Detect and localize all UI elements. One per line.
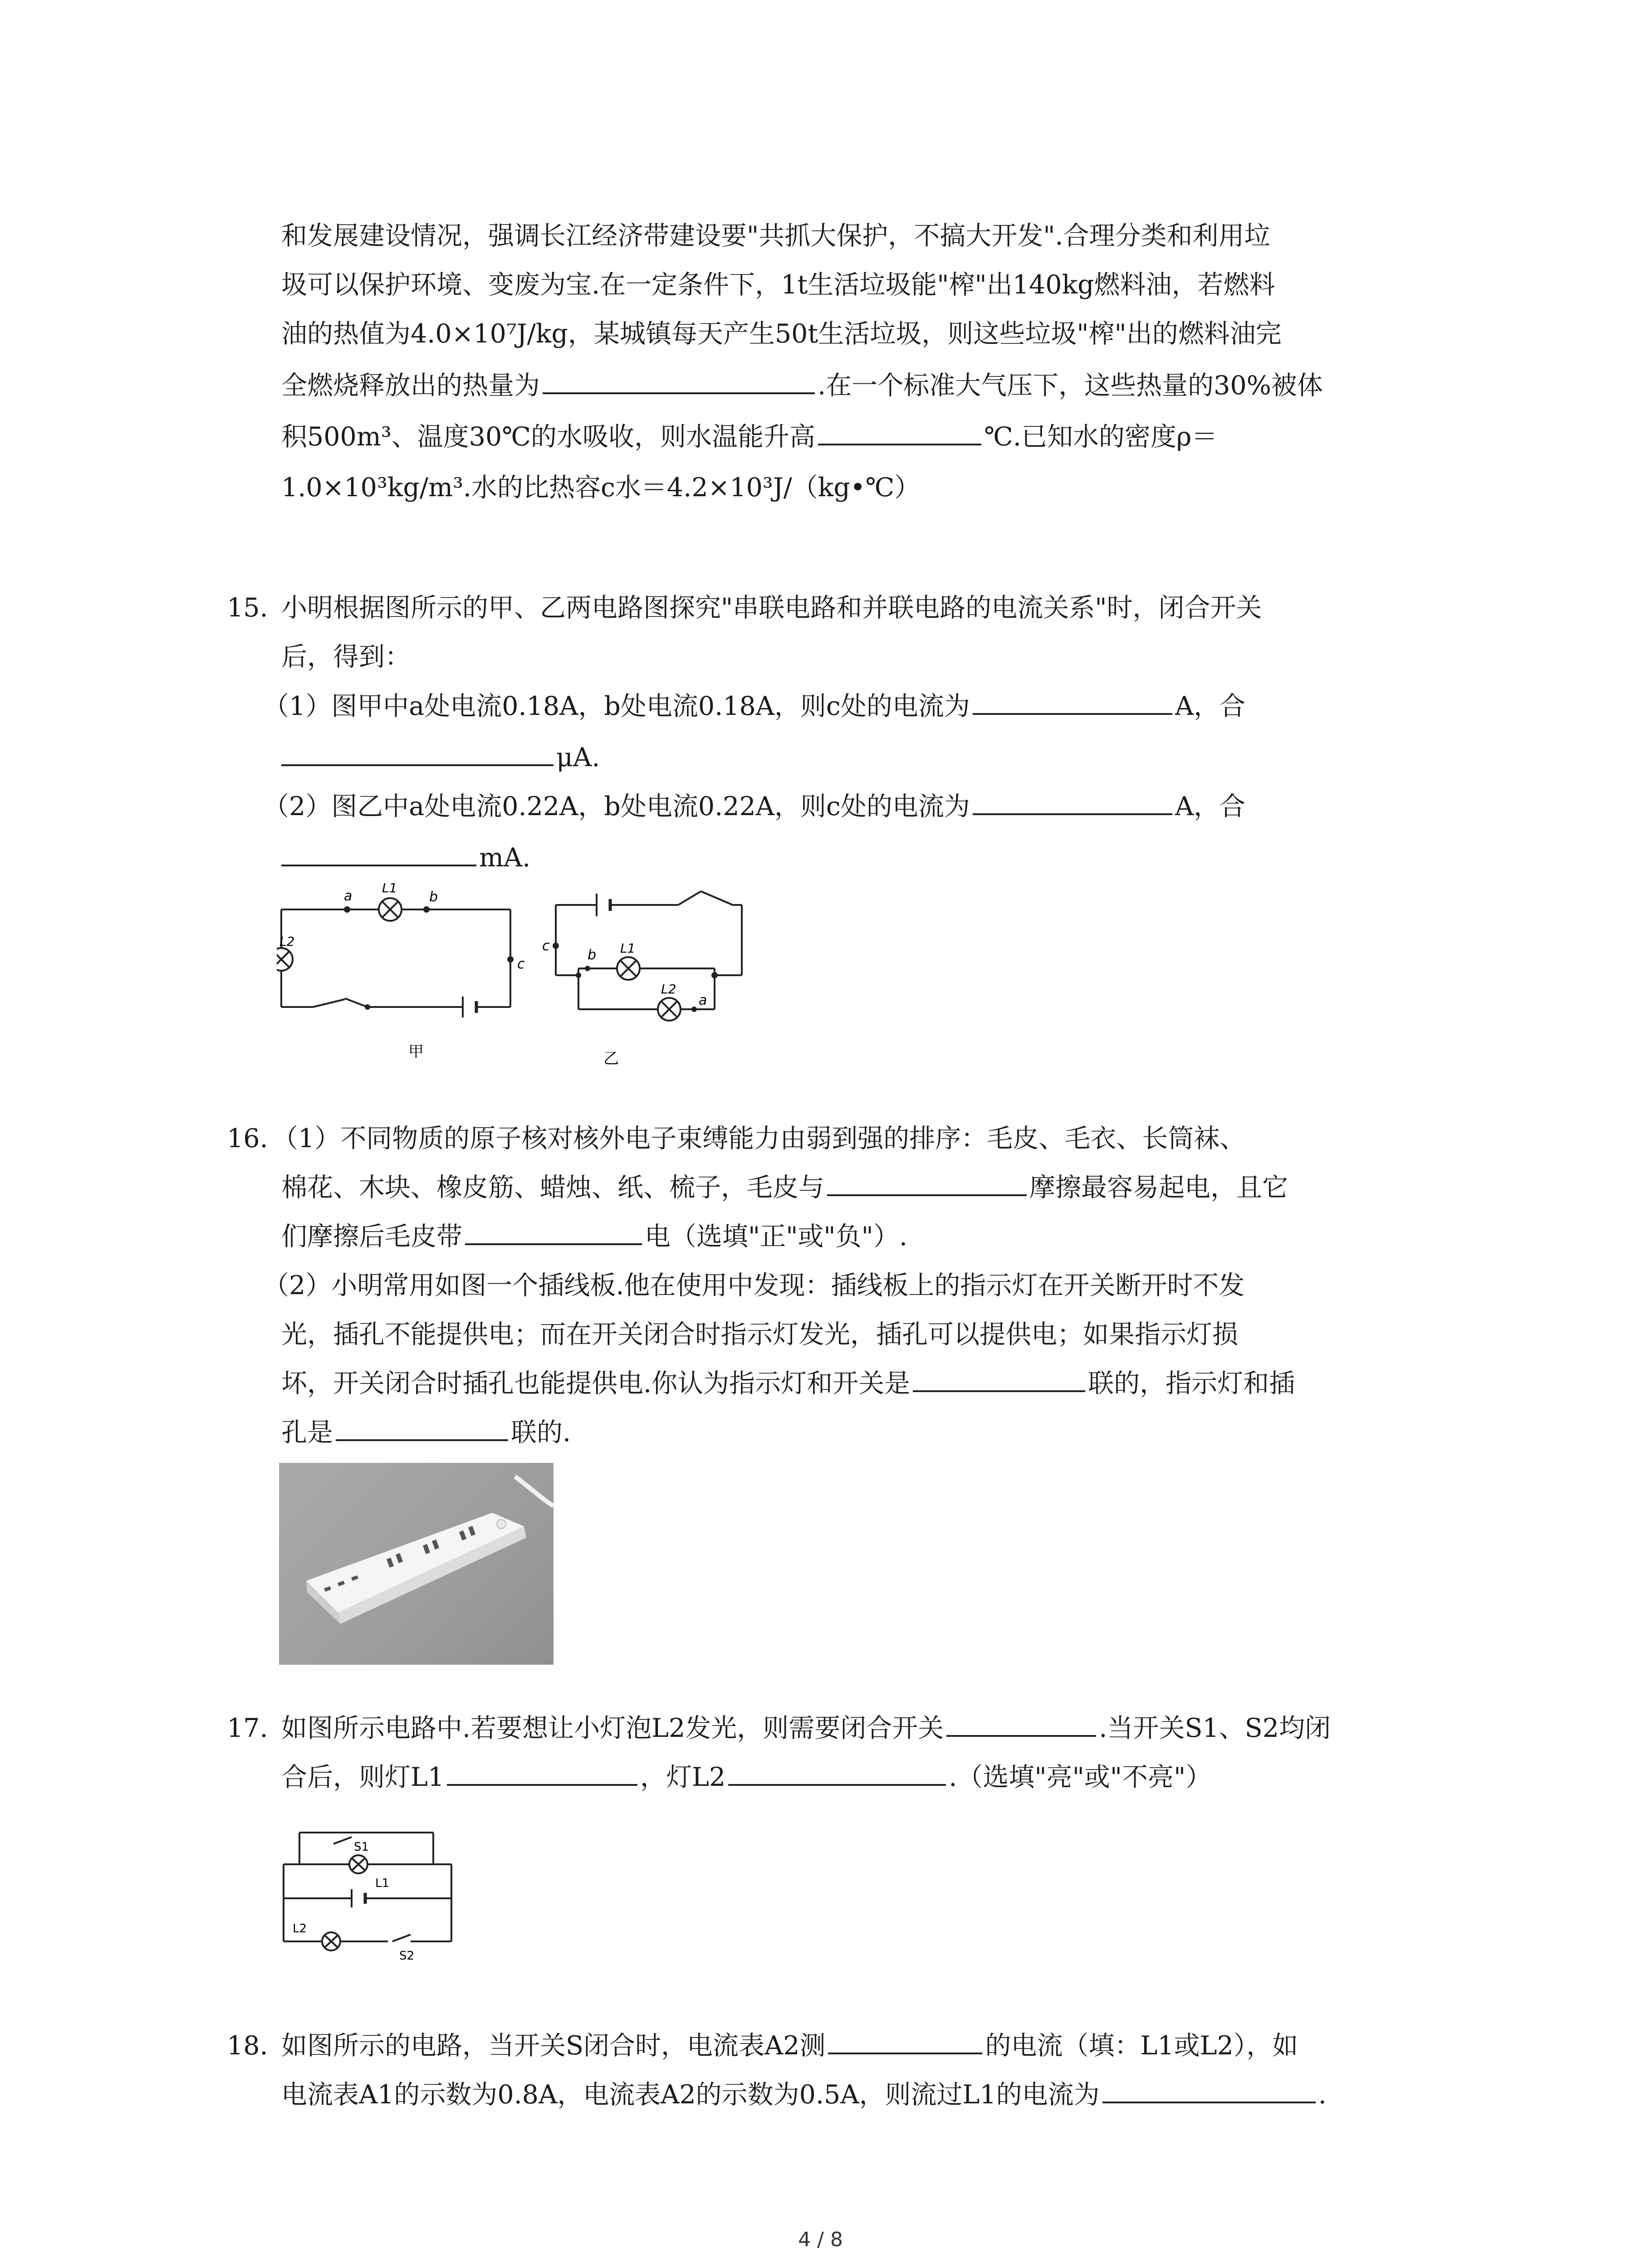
p16-line-6-a: 坏，开关闭合时插孔也能提供电.你认为指示灯和开关是 bbox=[281, 1369, 911, 1398]
answer-blank[interactable] bbox=[973, 688, 1172, 715]
p14-line-2: 圾可以保护环境、变废为宝.在一定条件下，1t生活垃圾能"榨"出140kg燃料油，若燃料 bbox=[281, 270, 1275, 300]
p17-line-2-a: 合后，则灯L1 bbox=[281, 1762, 445, 1792]
answer-blank[interactable] bbox=[281, 839, 476, 866]
node-a-label: a bbox=[699, 992, 707, 1008]
p15-line-4 bbox=[281, 737, 600, 778]
p14-line-4-b: .在一个标准大气压下，这些热量的30%被体 bbox=[818, 371, 1323, 401]
p15-line-5 bbox=[263, 786, 1245, 827]
answer-blank[interactable] bbox=[465, 1218, 642, 1245]
p17-line-2-c: .（选填"亮"或"不亮"） bbox=[949, 1762, 1212, 1792]
p14-line-5-b: ℃.已知水的密度ρ＝ bbox=[984, 422, 1218, 452]
answer-blank[interactable] bbox=[946, 1710, 1096, 1737]
circuit-diagram-17 bbox=[279, 1819, 460, 1966]
p17-line-2 bbox=[281, 1757, 1211, 1798]
circuit-diagram-yi bbox=[542, 878, 760, 1075]
p14-line-3: 油的热值为4.0×10⁷J/kg，某城镇每天产生50t生活垃圾，则这些垃圾"榨"出的燃料油完 bbox=[281, 319, 1282, 349]
lamp-L1-label: L1 bbox=[375, 1877, 390, 1890]
p16-line-6-b: 联的，指示灯和插 bbox=[1088, 1369, 1295, 1398]
p14-line-5 bbox=[281, 416, 1217, 457]
p16-line-2-a: 棉花、木块、橡皮筋、蜡烛、纸、梳子，毛皮与 bbox=[281, 1173, 824, 1202]
p16-line-7-a: 孔是 bbox=[281, 1418, 333, 1447]
answer-blank[interactable] bbox=[828, 2027, 982, 2054]
figure-label-yi: 乙 bbox=[603, 1050, 619, 1068]
p17-line-1-a: 如图所示电路中.若要想让小灯泡L2发光，则需要闭合开关 bbox=[281, 1713, 944, 1743]
p18-line-1 bbox=[281, 2025, 1298, 2066]
p14-line-1: 和发展建设情况，强调长江经济带建设要"共抓大保护，不搞大开发".合理分类和利用垃 bbox=[281, 221, 1270, 251]
p16-line-5: 光，插孔不能提供电；而在开关闭合时指示灯发光，插孔可以提供电；如果指示灯损 bbox=[281, 1320, 1238, 1349]
answer-blank[interactable] bbox=[336, 1414, 508, 1441]
power-strip-photo bbox=[279, 1463, 554, 1665]
p16-line-4: （2）小明常用如图一个插线板.他在使用中发现：插线板上的指示灯在开关断开时不发 bbox=[263, 1271, 1245, 1300]
p18-line-1-a: 如图所示的电路，当开关S闭合时，电流表A2测 bbox=[281, 2031, 826, 2061]
circuit-diagram-jia bbox=[277, 878, 540, 1070]
p17-line-1 bbox=[281, 1708, 1331, 1749]
p15-line-5-a: （2）图乙中a处电流0.22A，b处电流0.22A，则c处的电流为 bbox=[263, 792, 970, 821]
p15-number: 15. bbox=[227, 593, 268, 623]
lamp-L1-label: L1 bbox=[620, 941, 636, 956]
p16-line-1: （1）不同物质的原子核对核外电子束缚能力由弱到强的排序：毛皮、毛衣、长筒袜、 bbox=[272, 1124, 1246, 1154]
p15-line-3-a: （1）图甲中a处电流0.18A，b处电流0.18A，则c处的电流为 bbox=[263, 691, 970, 721]
p16-line-3-b: 电（选填"正"或"负"）. bbox=[645, 1222, 907, 1251]
answer-blank[interactable] bbox=[818, 418, 981, 445]
lamp-L2-label: L2 bbox=[293, 1922, 307, 1936]
p15-line-2: 后，得到： bbox=[281, 642, 411, 672]
p17-line-1-b: .当开关S1、S2均闭 bbox=[1099, 1713, 1331, 1743]
answer-blank[interactable] bbox=[447, 1759, 637, 1786]
p14-line-4 bbox=[281, 365, 1323, 406]
answer-blank[interactable] bbox=[1102, 2076, 1316, 2103]
p15-line-3-b: A，合 bbox=[1175, 691, 1245, 721]
p14-line-5-a: 积500m³、温度30℃的水吸收，则水温能升高 bbox=[281, 422, 815, 452]
p15-line-1: 小明根据图所示的甲、乙两电路图探究"串联电路和并联电路的电流关系"时，闭合开关 bbox=[281, 593, 1262, 623]
p15-line-3 bbox=[263, 686, 1245, 727]
lamp-L2-label: L2 bbox=[279, 934, 295, 949]
answer-blank[interactable] bbox=[973, 788, 1172, 815]
node-c-label: c bbox=[517, 956, 525, 972]
figure-label-jia: 甲 bbox=[408, 1043, 424, 1061]
answer-blank[interactable] bbox=[728, 1759, 946, 1786]
p16-line-6 bbox=[281, 1363, 1295, 1404]
lamp-L1-label: L1 bbox=[382, 880, 397, 895]
answer-blank[interactable] bbox=[543, 367, 815, 394]
switch-S1-label: S1 bbox=[354, 1840, 369, 1854]
p15-line-4-b: μA. bbox=[556, 743, 600, 772]
answer-blank[interactable] bbox=[827, 1169, 1027, 1196]
answer-blank[interactable] bbox=[281, 739, 554, 766]
p18-line-2-a: 电流表A1的示数为0.8A，电流表A2的示数为0.5A，则流过L1的电流为 bbox=[281, 2080, 1100, 2110]
switch-S2-label: S2 bbox=[399, 1949, 415, 1963]
node-b-label: b bbox=[588, 947, 597, 963]
node-c-label: c bbox=[542, 938, 550, 954]
p18-number: 18. bbox=[227, 2031, 268, 2061]
p17-number: 17. bbox=[227, 1713, 268, 1743]
p15-line-6 bbox=[281, 837, 530, 878]
p16-line-3 bbox=[281, 1216, 907, 1257]
node-a-label: a bbox=[344, 888, 353, 904]
p18-line-2 bbox=[281, 2074, 1327, 2115]
lamp-L2-label: L2 bbox=[661, 982, 676, 997]
p16-line-7-b: 联的. bbox=[511, 1418, 571, 1447]
node-b-label: b bbox=[429, 889, 438, 905]
answer-blank[interactable] bbox=[913, 1365, 1085, 1392]
p18-line-1-b: 的电流（填：L1或L2），如 bbox=[985, 2031, 1298, 2061]
p15-line-6-b: mA. bbox=[479, 843, 531, 873]
p14-line-4-a: 全燃烧释放出的热量为 bbox=[281, 371, 540, 401]
p15-line-5-b: A，合 bbox=[1175, 792, 1245, 821]
p16-line-2 bbox=[281, 1167, 1288, 1208]
p17-line-2-b: ，灯L2 bbox=[640, 1762, 726, 1792]
p18-line-2-b: . bbox=[1318, 2080, 1327, 2110]
p16-number: 16. bbox=[227, 1124, 268, 1154]
page-number: 4 / 8 bbox=[798, 2228, 843, 2251]
p16-line-2-b: 摩擦最容易起电，且它 bbox=[1029, 1173, 1288, 1202]
p16-line-3-a: 们摩擦后毛皮带 bbox=[281, 1222, 462, 1251]
p16-line-7 bbox=[281, 1412, 571, 1453]
p14-line-6: 1.0×10³kg/m³.水的比热容c水＝4.2×10³J/（kg•℃） bbox=[281, 473, 921, 503]
